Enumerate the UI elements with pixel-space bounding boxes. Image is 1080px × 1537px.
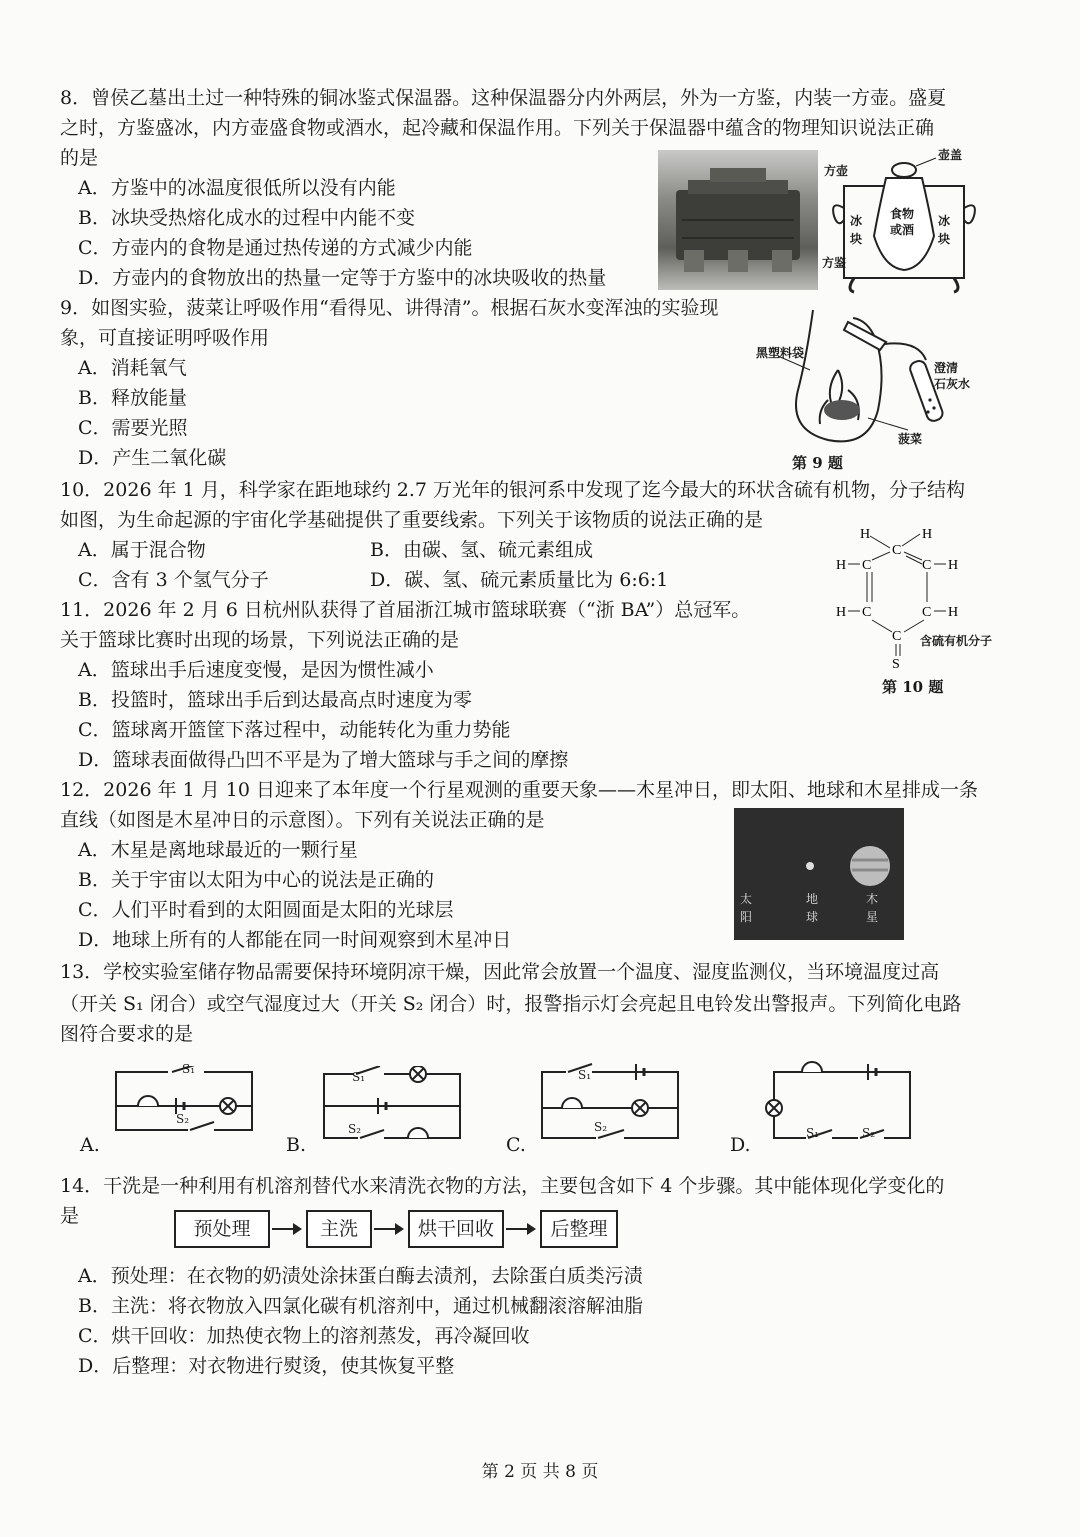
circuit-c-s2: S₂ xyxy=(594,1120,608,1134)
circuit-d-s2: S₂ xyxy=(862,1126,876,1140)
q13-line-3: 图符合要求的是 xyxy=(60,1023,194,1045)
molecule-label: 含硫有机分子 xyxy=(920,634,993,648)
q9-line-2: 象，可直接证明呼吸作用 xyxy=(60,327,270,349)
step-finishing: 后整理 xyxy=(540,1210,618,1248)
q11-option-b: B．投篮时，篮球出手后到达最高点时速度为零 xyxy=(78,689,472,711)
q9-caption: 第 9 题 xyxy=(792,454,843,472)
q9-line-1: 9．如图实验，菠菜让呼吸作用“看得见、讲得清”。根据石灰水变浑浊的实验现 xyxy=(60,297,719,319)
circuit-c-label: C. xyxy=(506,1134,526,1156)
jian-label: 方鉴 xyxy=(822,256,847,270)
circuit-b-svg xyxy=(318,1066,468,1146)
jupiter-opposition-image xyxy=(734,808,904,940)
ice-label-left: 冰 块 xyxy=(850,214,863,246)
svg-text:H: H xyxy=(836,558,847,573)
circuit-c-s1: S₁ xyxy=(578,1068,592,1082)
q14-line-2: 是 xyxy=(60,1205,80,1227)
svg-text:C: C xyxy=(922,605,932,620)
jian-cross-section-diagram xyxy=(824,148,984,298)
circuit-d-label: D. xyxy=(730,1134,751,1156)
q13-line-1: 13．学校实验室储存物品需要保持环境阴凉干燥，因此常会放置一个温度、湿度监测仪，当环境温度过高 xyxy=(60,961,940,983)
circuit-a-s1: S₁ xyxy=(182,1062,196,1076)
q10-option-c: C．含有 3 个氢气分子 xyxy=(78,569,269,591)
q11-option-a: A．篮球出手后速度变慢，是因为惯性减小 xyxy=(78,659,434,681)
svg-text:C: C xyxy=(892,543,902,558)
q12-line-1: 12．2026 年 1 月 10 日迎来了本年度一个行星观测的重要天象——木星冲日，即太阳、地球和木星排成一条 xyxy=(60,779,978,801)
sun-label: 太 阳 xyxy=(740,892,753,924)
q10-option-a: A．属于混合物 xyxy=(78,539,206,561)
q12-option-c: C．人们平时看到的太阳圆面是太阳的光球层 xyxy=(78,899,454,921)
q9-option-a: A．消耗氧气 xyxy=(78,357,187,379)
svg-text:C: C xyxy=(892,629,902,644)
circuit-d xyxy=(762,1054,918,1146)
q9-option-b: B．释放能量 xyxy=(78,387,187,409)
circuit-b-s2: S₂ xyxy=(348,1122,362,1136)
q9-option-c: C．需要光照 xyxy=(78,417,188,439)
svg-text:H: H xyxy=(860,527,871,542)
step-preprocess: 预处理 xyxy=(174,1210,270,1248)
lid-label: 壶盖 xyxy=(938,148,963,162)
q8-line-3: 的是 xyxy=(60,147,99,169)
svg-text:C: C xyxy=(862,605,872,620)
pot-label: 方壶 xyxy=(824,164,849,178)
q13-line-2: （开关 S₁ 闭合）或空气湿度过大（开关 S₂ 闭合）时，报警指示灯会亮起且电铃发出警报声。下列简化电路 xyxy=(60,993,962,1015)
q11-option-c: C．篮球离开篮筐下落过程中，动能转化为重力势能 xyxy=(78,719,511,741)
svg-text:H: H xyxy=(836,605,847,620)
svg-text:C: C xyxy=(862,558,872,573)
q9-option-d: D．产生二氧化碳 xyxy=(78,447,227,469)
q14-option-c: C．烘干回收：加热使衣物上的溶剂蒸发，再冷凝回收 xyxy=(78,1325,530,1347)
q12-option-a: A．木星是离地球最近的一颗行星 xyxy=(78,839,358,861)
q14-option-a: A．预处理：在衣物的奶渍处涂抹蛋白酶去渍剂，去除蛋白质类污渍 xyxy=(78,1265,643,1287)
svg-text:H: H xyxy=(948,558,959,573)
q8-line-1: 8．曾侯乙墓出土过一种特殊的铜冰鉴式保温器。这种保温器分内外两层，外为一方鉴，内装一方壶。盛夏 xyxy=(60,87,947,109)
spinach-label: 菠菜 xyxy=(898,432,923,446)
q12-line-2: 直线（如图是木星冲日的示意图）。下列有关说法正确的是 xyxy=(60,809,545,831)
q10-option-d: D．碳、氢、硫元素质量比为 6:6:1 xyxy=(370,569,669,591)
bronze-jian-photo xyxy=(658,150,818,290)
svg-text:H: H xyxy=(922,527,933,542)
q10-caption: 第 10 题 xyxy=(882,678,944,696)
q14-option-b: B．主洗：将衣物放入四氯化碳有机溶剂中，通过机械翻滚溶解油脂 xyxy=(78,1295,643,1317)
earth-label: 地 球 xyxy=(806,892,819,924)
circuit-c xyxy=(536,1062,686,1146)
q8-option-c: C．方壶内的食物是通过热传递的方式减少内能 xyxy=(78,237,473,259)
circuit-b-s1: S₁ xyxy=(352,1070,366,1084)
q8-option-b: B．冰块受热熔化成水的过程中内能不变 xyxy=(78,207,415,229)
step-main-wash: 主洗 xyxy=(306,1210,372,1248)
svg-text:S: S xyxy=(892,657,900,669)
circuit-b-label: B. xyxy=(286,1134,307,1156)
circuit-a-label: A. xyxy=(80,1134,100,1156)
page-footer: 第 2 页 共 8 页 xyxy=(481,1462,599,1482)
spinach-experiment-diagram xyxy=(758,300,988,475)
q12-option-b: B．关于宇宙以太阳为中心的说法是正确的 xyxy=(78,869,434,891)
flow-arrow-1 xyxy=(272,1228,300,1230)
circuit-d-s1: S₁ xyxy=(806,1126,820,1140)
q11-line-2: 关于篮球比赛时出现的场景，下列说法正确的是 xyxy=(60,629,460,651)
jupiter-label: 木 星 xyxy=(866,892,879,924)
q10-line-2: 如图，为生命起源的宇宙化学基础提供了重要线索。下列关于该物质的说法正确的是 xyxy=(60,509,764,531)
step-dry-recover: 烘干回收 xyxy=(408,1210,504,1248)
food-label: 食物 或酒 xyxy=(890,207,915,237)
svg-text:C: C xyxy=(922,558,932,573)
q11-line-1: 11．2026 年 2 月 6 日杭州队获得了首届浙江城市篮球联赛（“浙 BA”）总冠军。 xyxy=(60,599,751,621)
circuit-c-svg xyxy=(536,1062,686,1146)
q10-line-1: 10．2026 年 1 月，科学家在距地球约 2.7 万光年的银河系中发现了迄今最大的环状含硫有机物，分子结构 xyxy=(60,479,966,501)
circuit-a xyxy=(110,1062,260,1136)
circuit-b xyxy=(318,1066,468,1146)
plastic-bag-label: 黑塑料袋 xyxy=(756,346,805,360)
molecule-diagram xyxy=(832,524,1002,699)
q14-option-d: D．后整理：对衣物进行熨烫，使其恢复平整 xyxy=(78,1355,455,1377)
q8-option-d: D．方壶内的食物放出的热量一定等于方鉴中的冰块吸收的热量 xyxy=(78,267,607,289)
q12-option-d: D．地球上所有的人都能在同一时间观察到木星冲日 xyxy=(78,929,512,951)
q14-line-1: 14．干洗是一种利用有机溶剂替代水来清洗衣物的方法，主要包含如下 4 个步骤。其中能体现化学变化的 xyxy=(60,1175,945,1197)
ice-label-right: 冰 块 xyxy=(938,214,951,246)
svg-text:H: H xyxy=(948,605,959,620)
limewater-label: 澄清 石灰水 xyxy=(934,361,971,391)
q8-line-2: 之时，方鉴盛冰，内方壶盛食物或酒水，起冷藏和保温作用。下列关于保温器中蕴含的物理知识说法正确 xyxy=(60,117,935,139)
q10-option-b: B．由碳、氢、硫元素组成 xyxy=(370,539,593,561)
q8-option-a: A．方鉴中的冰温度很低所以没有内能 xyxy=(78,177,396,199)
circuit-a-s2: S₂ xyxy=(176,1112,190,1126)
flow-arrow-3 xyxy=(506,1228,534,1230)
circuit-d-svg xyxy=(762,1054,918,1146)
q11-option-d: D．篮球表面做得凸凹不平是为了增大篮球与手之间的摩擦 xyxy=(78,749,569,771)
flow-arrow-2 xyxy=(374,1228,402,1230)
bronze-jian-image xyxy=(658,150,818,290)
